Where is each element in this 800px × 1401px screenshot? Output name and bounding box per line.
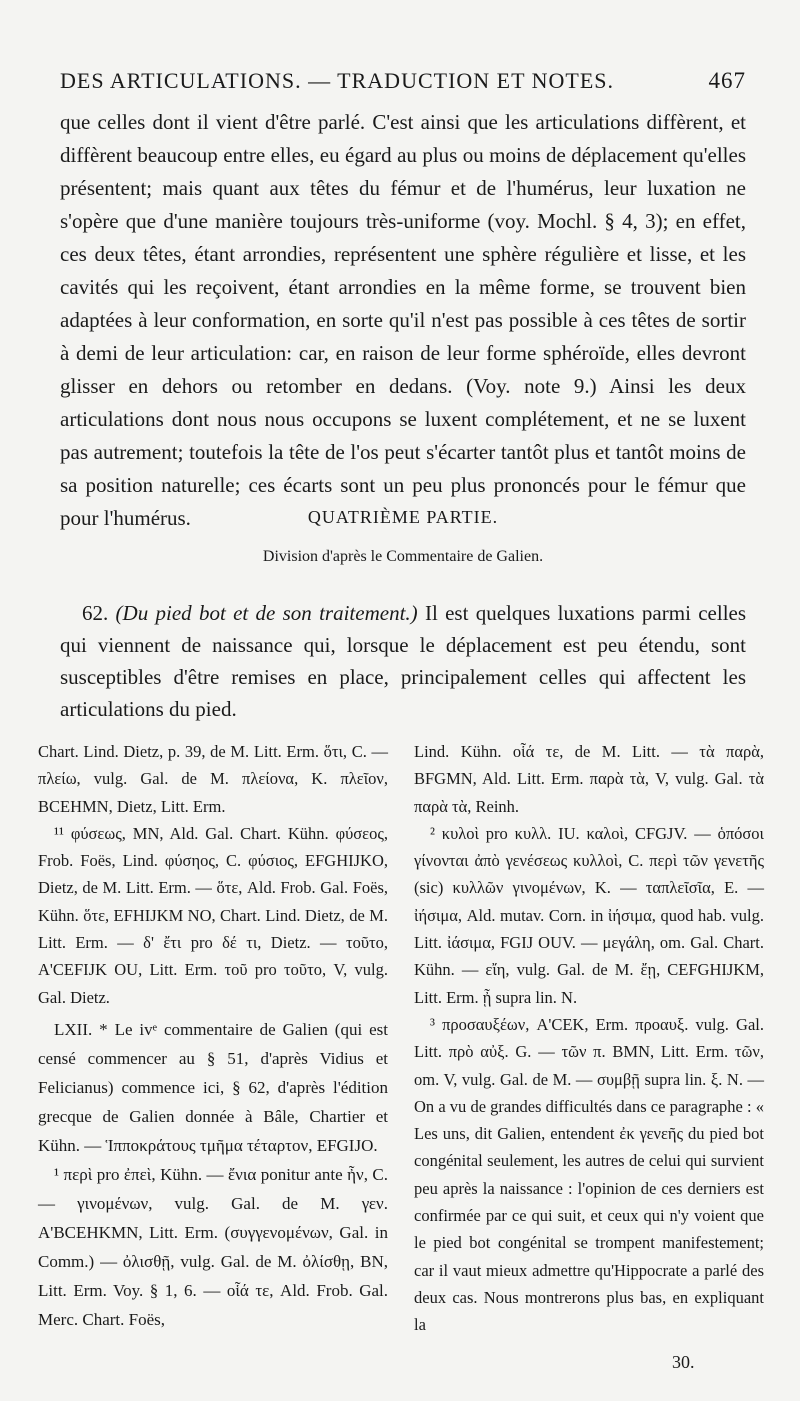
section-heading — [60, 504, 746, 568]
footnote-right-0: Lind. Kühn. οἷά τε, de M. Litt. — τὰ παρὰ, BFGMN, Ald. Litt. Erm. παρὰ τὰ, V, vulg. Gal. τὰ παρὰ τὰ, Reinh. — [414, 742, 764, 816]
part-title: QUATRIÈME PARTIE. — [307, 507, 499, 527]
footnote-right-2: ³ προσαυξέων, A'CEK, Erm. προαυξ. vulg. Gal. Litt. πρὸ αὐξ. G. — τῶν π. BMN, Litt. Erm. τῶν, om. V, vulg. Gal. de M. — συμβῇ supra lin. ξ. N. — On a vu de grandes difficultés dans ce paragraphe : « Les uns, dit Galien, entendent ἐκ γενεῆς du pied bot congénital seulement, les autres de celui qui survient peu après la naissance : l'opinion de ces derniers est confirmée par ce qui suit, et ceux qui n'y voient que le pied bot congénital se trompent manifestement; car il vaut mieux admettre qu'Hippocrate a parlé des deux cas. Nous montrerons plus bas, en expliquant la — [414, 1014, 764, 1335]
paragraph-text: Il est quelques luxations parmi celles qui viennent de naissance qui, lorsque le déplacement est peu étendu, sont susceptibles d'être remises en place, principalement celles qui affectent les articulations du pied. — [60, 601, 747, 721]
commentary-note — [38, 1015, 388, 1334]
paragraph-title: (Du pied bot et de son traitement.) — [115, 601, 418, 625]
lxii-footnote: ¹ περὶ pro ἐπεὶ, Kühn. — ἔνια ponitur ante ἦν, C. — γινομένων, vulg. Gal. de M. γεν. A'BCEHKMN, Litt. Erm. (συγγενομένων, Gal. in Comm.) — ὀλισθῇ, vulg. Gal. de M. ὀλίσθῃ, BN, Litt. Erm. Voy. § 1, 6. — οἷά τε, Ald. Frob. Gal. Merc. Chart. Foës, — [38, 1165, 388, 1329]
paragraph-62 — [60, 597, 746, 725]
footnote-right-1: ² κυλοὶ pro κυλλ. IU. καλοὶ, CFGJV. — ὁπόσοι γίνονται ἀπὸ γενέσεως κυλλοὶ, C. περὶ τῶν γενετῆς (sic) κυλλῶν γινομένων, K. — ταπλεῖσῖα, E. — ἰήσιμα, Ald. mutav. Corn. in ἰήσιμα, quod hab. vulg. Litt. ἰάσιμα, FGIJ OUV. — μεγάλη, om. Gal. Chart. Kühn. — εἴη, vulg. Gal. de M. ἔῃ, CEFGHIJKM, Litt. Erm. ᾖ supra lin. N. — [414, 823, 764, 1007]
footnotes-right — [414, 738, 764, 1339]
running-header — [60, 68, 746, 102]
running-title: DES ARTICULATIONS. — TRADUCTION ET NOTES. — [60, 68, 615, 93]
paragraph-number: 62. — [82, 601, 109, 625]
page-number: 467 — [708, 68, 746, 93]
main-paragraph — [60, 106, 746, 535]
footnote-left-1: ¹¹ φύσεως, MN, Ald. Gal. Chart. Kühn. φύσεος, Frob. Foës, Lind. φύσηος, C. φύσιος, EFGHIJKO, Dietz, de M. Litt. Erm. — ὅτε, Ald. Frob. Gal. Foës, Kühn. ὅτε, EFHIJKM NO, Chart. Lind. Dietz, de M. Litt. Erm. — δ' ἔτι pro δέ τι, Dietz. — τοῦτο, A'CEFIJK OU, Litt. Erm. τοῦ pro τοῦτο, V, vulg. Gal. Dietz. — [38, 823, 388, 1007]
main-text: que celles dont il vient d'être parlé. C'est ainsi que les articulations diffèrent, et diffèrent beaucoup entre elles, eu égard au plus ou moins de déplacement qu'elles présentent; mais quant aux têtes du fémur et de l'humérus, leur luxation ne s'opère que d'une manière toujours très-uniforme (voy. Mochl. § 4, 3); en effet, ces deux têtes, étant arrondies, représentent une sphère régulière et lisse, et les cavités qui les reçoivent, étant arrondies en la même forme, se trouvent bien adaptées à leur conformation, en sorte qu'il n'est pas possible à ces têtes de sortir à demi de leur articulation: car, en raison de leur forme sphéroïde, elles devront glisser en dehors ou retomber en dedans. (Voy. note 9.) Ainsi les deux articulations dont nous nous occupons se luxent complétement, et ne se luxent pas autrement; toutefois la tête de l'os peut s'écarter tantôt plus et tantôt moins de sa position naturelle; ces écarts sont un peu plus prononcés pour le fémur que pour l'humérus. — [60, 110, 746, 530]
footnotes-left — [38, 738, 388, 1011]
part-subtitle: Division d'après le Commentaire de Galien. — [262, 548, 544, 565]
footnote-left-0: Chart. Lind. Dietz, p. 39, de M. Litt. Erm. ὅτι, C. — πλείω, vulg. Gal. de M. πλείονα, K. πλεῖον, BCEHMN, Dietz, Litt. Erm. — [38, 742, 388, 816]
signature-mark: 30. — [672, 1352, 695, 1372]
lxii-text: LXII. * Le ivᵉ commentaire de Galien (qui est censé commencer au § 51, d'après Vidius et Felicianus) commence ici, § 62, d'après l'édition grecque de Galien donnée à Bâle, Chartier et Kühn. — Ἱπποκράτους τμῆμα τέταρτον, EFGIJO. — [38, 1020, 388, 1155]
